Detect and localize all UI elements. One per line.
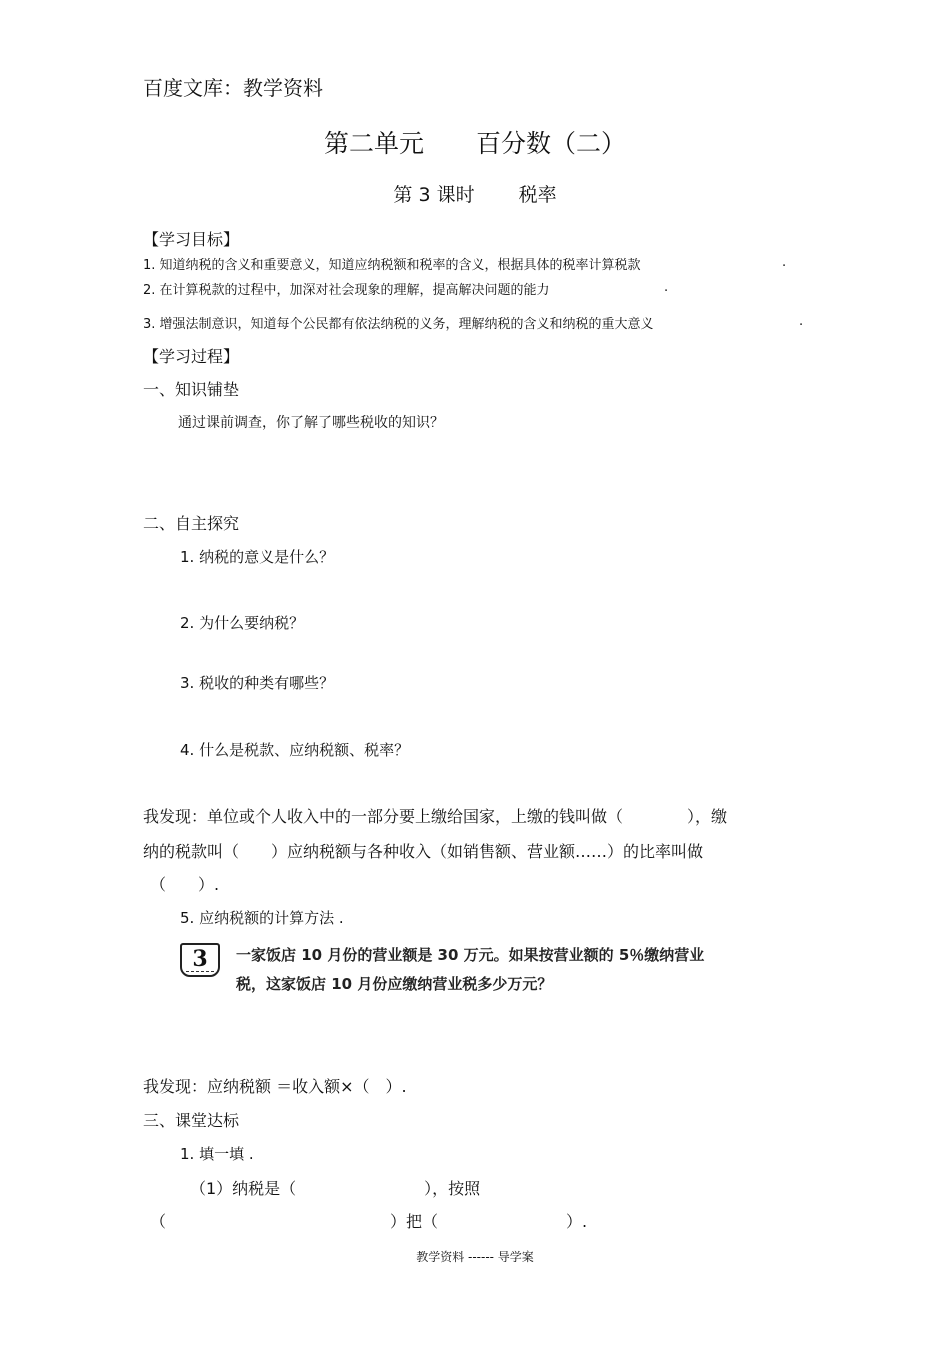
formula-discovery: 我发现：应纳税额 ＝收入额×（ ）. — [143, 1077, 407, 1096]
unit-title-part1: 第二单元 — [323, 129, 424, 158]
item-5-calculation-method: 5. 应纳税额的计算方法 . — [180, 909, 344, 927]
discovery-line-2: 纳的税款叫（ ）应纳税额与各种收入（如销售额、营业额……）的比率叫做 — [143, 842, 704, 861]
objective-item-2: 2. 在计算税款的过程中，加深对社会现象的理解，提高解决问题的能力 — [143, 283, 550, 298]
process-heading: 【学习过程】 — [143, 347, 240, 366]
document-header: 百度文库：教学资料 — [143, 76, 323, 100]
lesson-number: 第 3 课时 — [393, 184, 475, 206]
objective-end-mark-3: . — [799, 314, 804, 329]
section3-heading: 三、课堂达标 — [143, 1111, 240, 1130]
section1-question: 通过课前调查，你了解了哪些税收的知识？ — [178, 415, 444, 431]
example-number: 3 — [192, 946, 208, 972]
fill-in-line-2: （ ）把（ ）. — [150, 1212, 588, 1231]
section2-heading: 二、自主探究 — [143, 514, 240, 533]
document-footer: 教学资料 ------ 导学案 — [416, 1250, 534, 1264]
example-text-line-2: 税，这家饭店 10 月份应缴纳营业税多少万元？ — [236, 975, 553, 993]
unit-title — [0, 124, 950, 160]
section1-heading: 一、知识铺垫 — [143, 380, 240, 399]
discovery-line-1: 我发现：单位或个人收入中的一部分要上缴给国家，上缴的钱叫做（ ），缴 — [143, 807, 728, 826]
unit-title-part2: 百分数（二） — [476, 129, 627, 158]
objective-end-mark-2: . — [664, 280, 669, 295]
fill-in-line-1: （1）纳税是（ ），按照 — [190, 1179, 481, 1198]
example-number-badge — [180, 943, 220, 977]
discovery-line-3: （ ）. — [150, 875, 220, 894]
example-text-line-1: 一家饭店 10 月份的营业额是 30 万元。如果按营业额的 5％缴纳营业 — [236, 946, 705, 964]
question-2: 2. 为什么要纳税？ — [180, 614, 305, 632]
badge-underline — [186, 971, 214, 972]
objective-end-mark-1: . — [782, 255, 787, 270]
example-problem — [180, 940, 740, 1002]
question-3: 3. 税收的种类有哪些？ — [180, 674, 335, 692]
question-4: 4. 什么是税款、应纳税额、税率？ — [180, 741, 410, 759]
lesson-title — [0, 180, 950, 207]
fill-in-heading: 1. 填一填 . — [180, 1145, 254, 1163]
question-1: 1. 纳税的意义是什么？ — [180, 548, 335, 566]
lesson-topic: 税率 — [518, 184, 557, 206]
objective-item-3: 3. 增强法制意识，知道每个公民都有依法纳税的义务，理解纳税的含义和纳税的重大意义 — [143, 317, 654, 332]
objective-item-1: 1. 知道纳税的含义和重要意义，知道应纳税额和税率的含义，根据具体的税率计算税款 — [143, 258, 641, 273]
objectives-heading: 【学习目标】 — [143, 230, 240, 249]
